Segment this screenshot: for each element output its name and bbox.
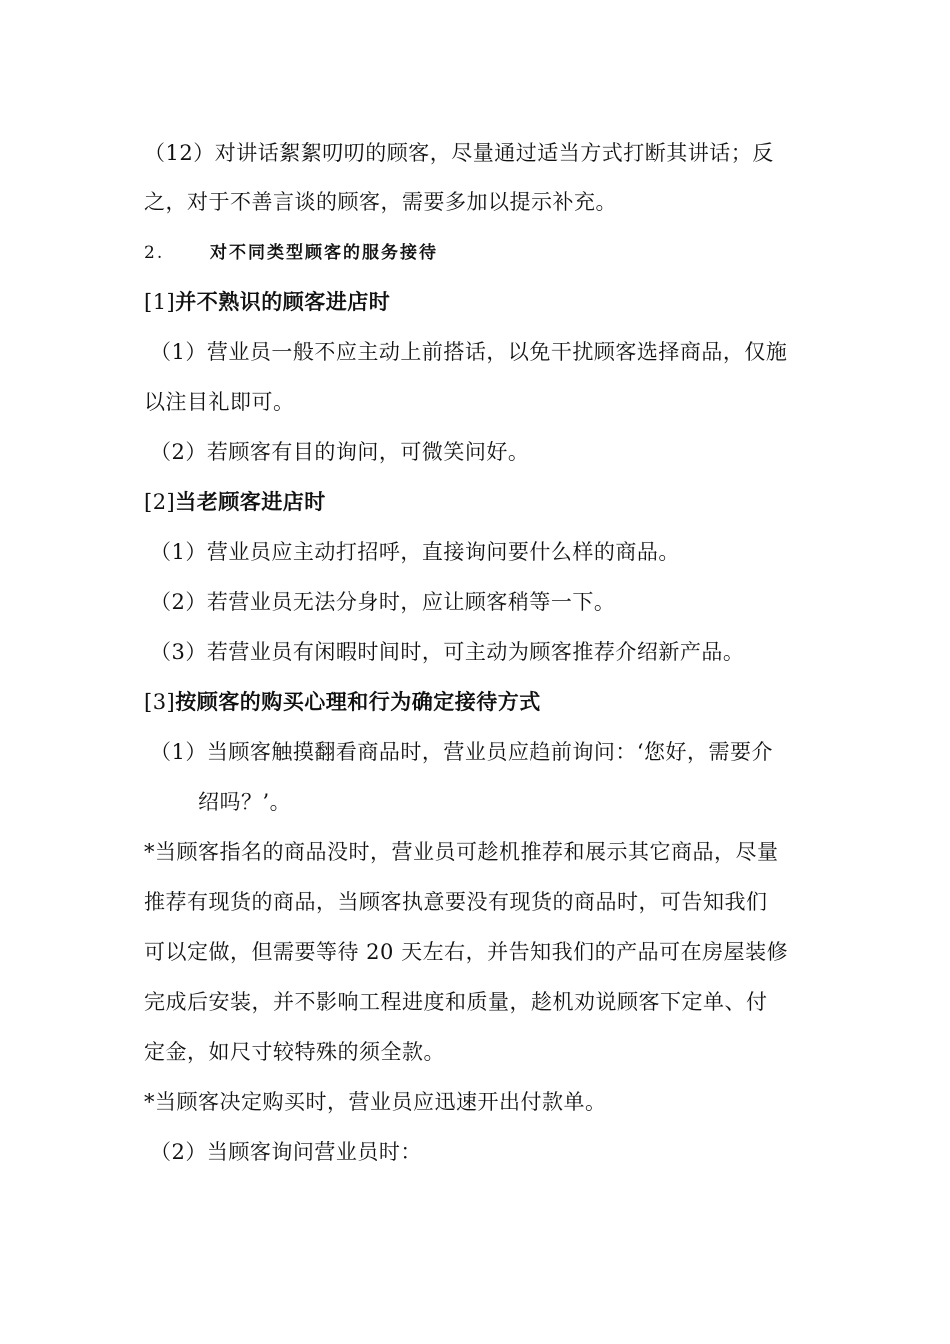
section-number: 2. [144, 243, 165, 263]
list-item: （1）营业员一般不应主动上前搭话，以免干扰顾客选择商品，仅施 [150, 340, 788, 364]
paragraph-line: *当顾客决定购买时，营业员应迅速开出付款单。 [144, 1090, 607, 1114]
paragraph-line: 之，对于不善言谈的顾客，需要多加以提示补充。 [144, 190, 617, 214]
subsection-heading [144, 488, 824, 516]
list-item-continuation: 绍吗？’。 [198, 790, 292, 814]
subsection-heading [144, 688, 824, 716]
paragraph-line: 可以定做，但需要等待 20 天左右，并告知我们的产品可在房屋装修 [144, 940, 789, 964]
subsection-heading [144, 288, 824, 316]
list-item: （2）当顾客询问营业员时： [150, 1140, 422, 1164]
subsection-title: 按顾客的购买心理和行为确定接待方式 [175, 689, 541, 714]
list-item: （1）营业员应主动打招呼，直接询问要什么样的商品。 [150, 540, 680, 564]
list-item: （3）若营业员有闲暇时间时，可主动为顾客推荐介绍新产品。 [150, 640, 745, 664]
section-heading [144, 239, 824, 267]
subsection-title: 并不熟识的顾客进店时 [175, 289, 391, 314]
subsection-marker: [1] [144, 290, 176, 314]
list-item: （2）若顾客有目的询问，可微笑问好。 [150, 440, 530, 464]
subsection-marker: [2] [144, 490, 176, 514]
list-item: （1）当顾客触摸翻看商品时，营业员应趋前询问：‘您好，需要介 [150, 740, 774, 764]
paragraph-line: *当顾客指名的商品没时，营业员可趁机推荐和展示其它商品，尽量 [144, 840, 779, 864]
subsection-marker: [3] [144, 690, 176, 714]
subsection-title: 当老顾客进店时 [175, 489, 326, 514]
paragraph-line: 定金，如尺寸较特殊的须全款。 [144, 1040, 445, 1064]
list-item: （2）若营业员无法分身时，应让顾客稍等一下。 [150, 590, 616, 614]
section-title: 对不同类型顾客的服务接待 [210, 243, 438, 263]
list-item-continuation: 以注目礼即可。 [144, 390, 295, 414]
paragraph-line: 完成后安装，并不影响工程进度和质量，趁机劝说顾客下定单、付 [144, 990, 768, 1014]
paragraph-line: （12）对讲话絮絮叨叨的顾客，尽量通过适当方式打断其讲话；反 [144, 141, 774, 165]
paragraph-line: 推荐有现货的商品，当顾客执意要没有现货的商品时，可告知我们 [144, 890, 768, 914]
